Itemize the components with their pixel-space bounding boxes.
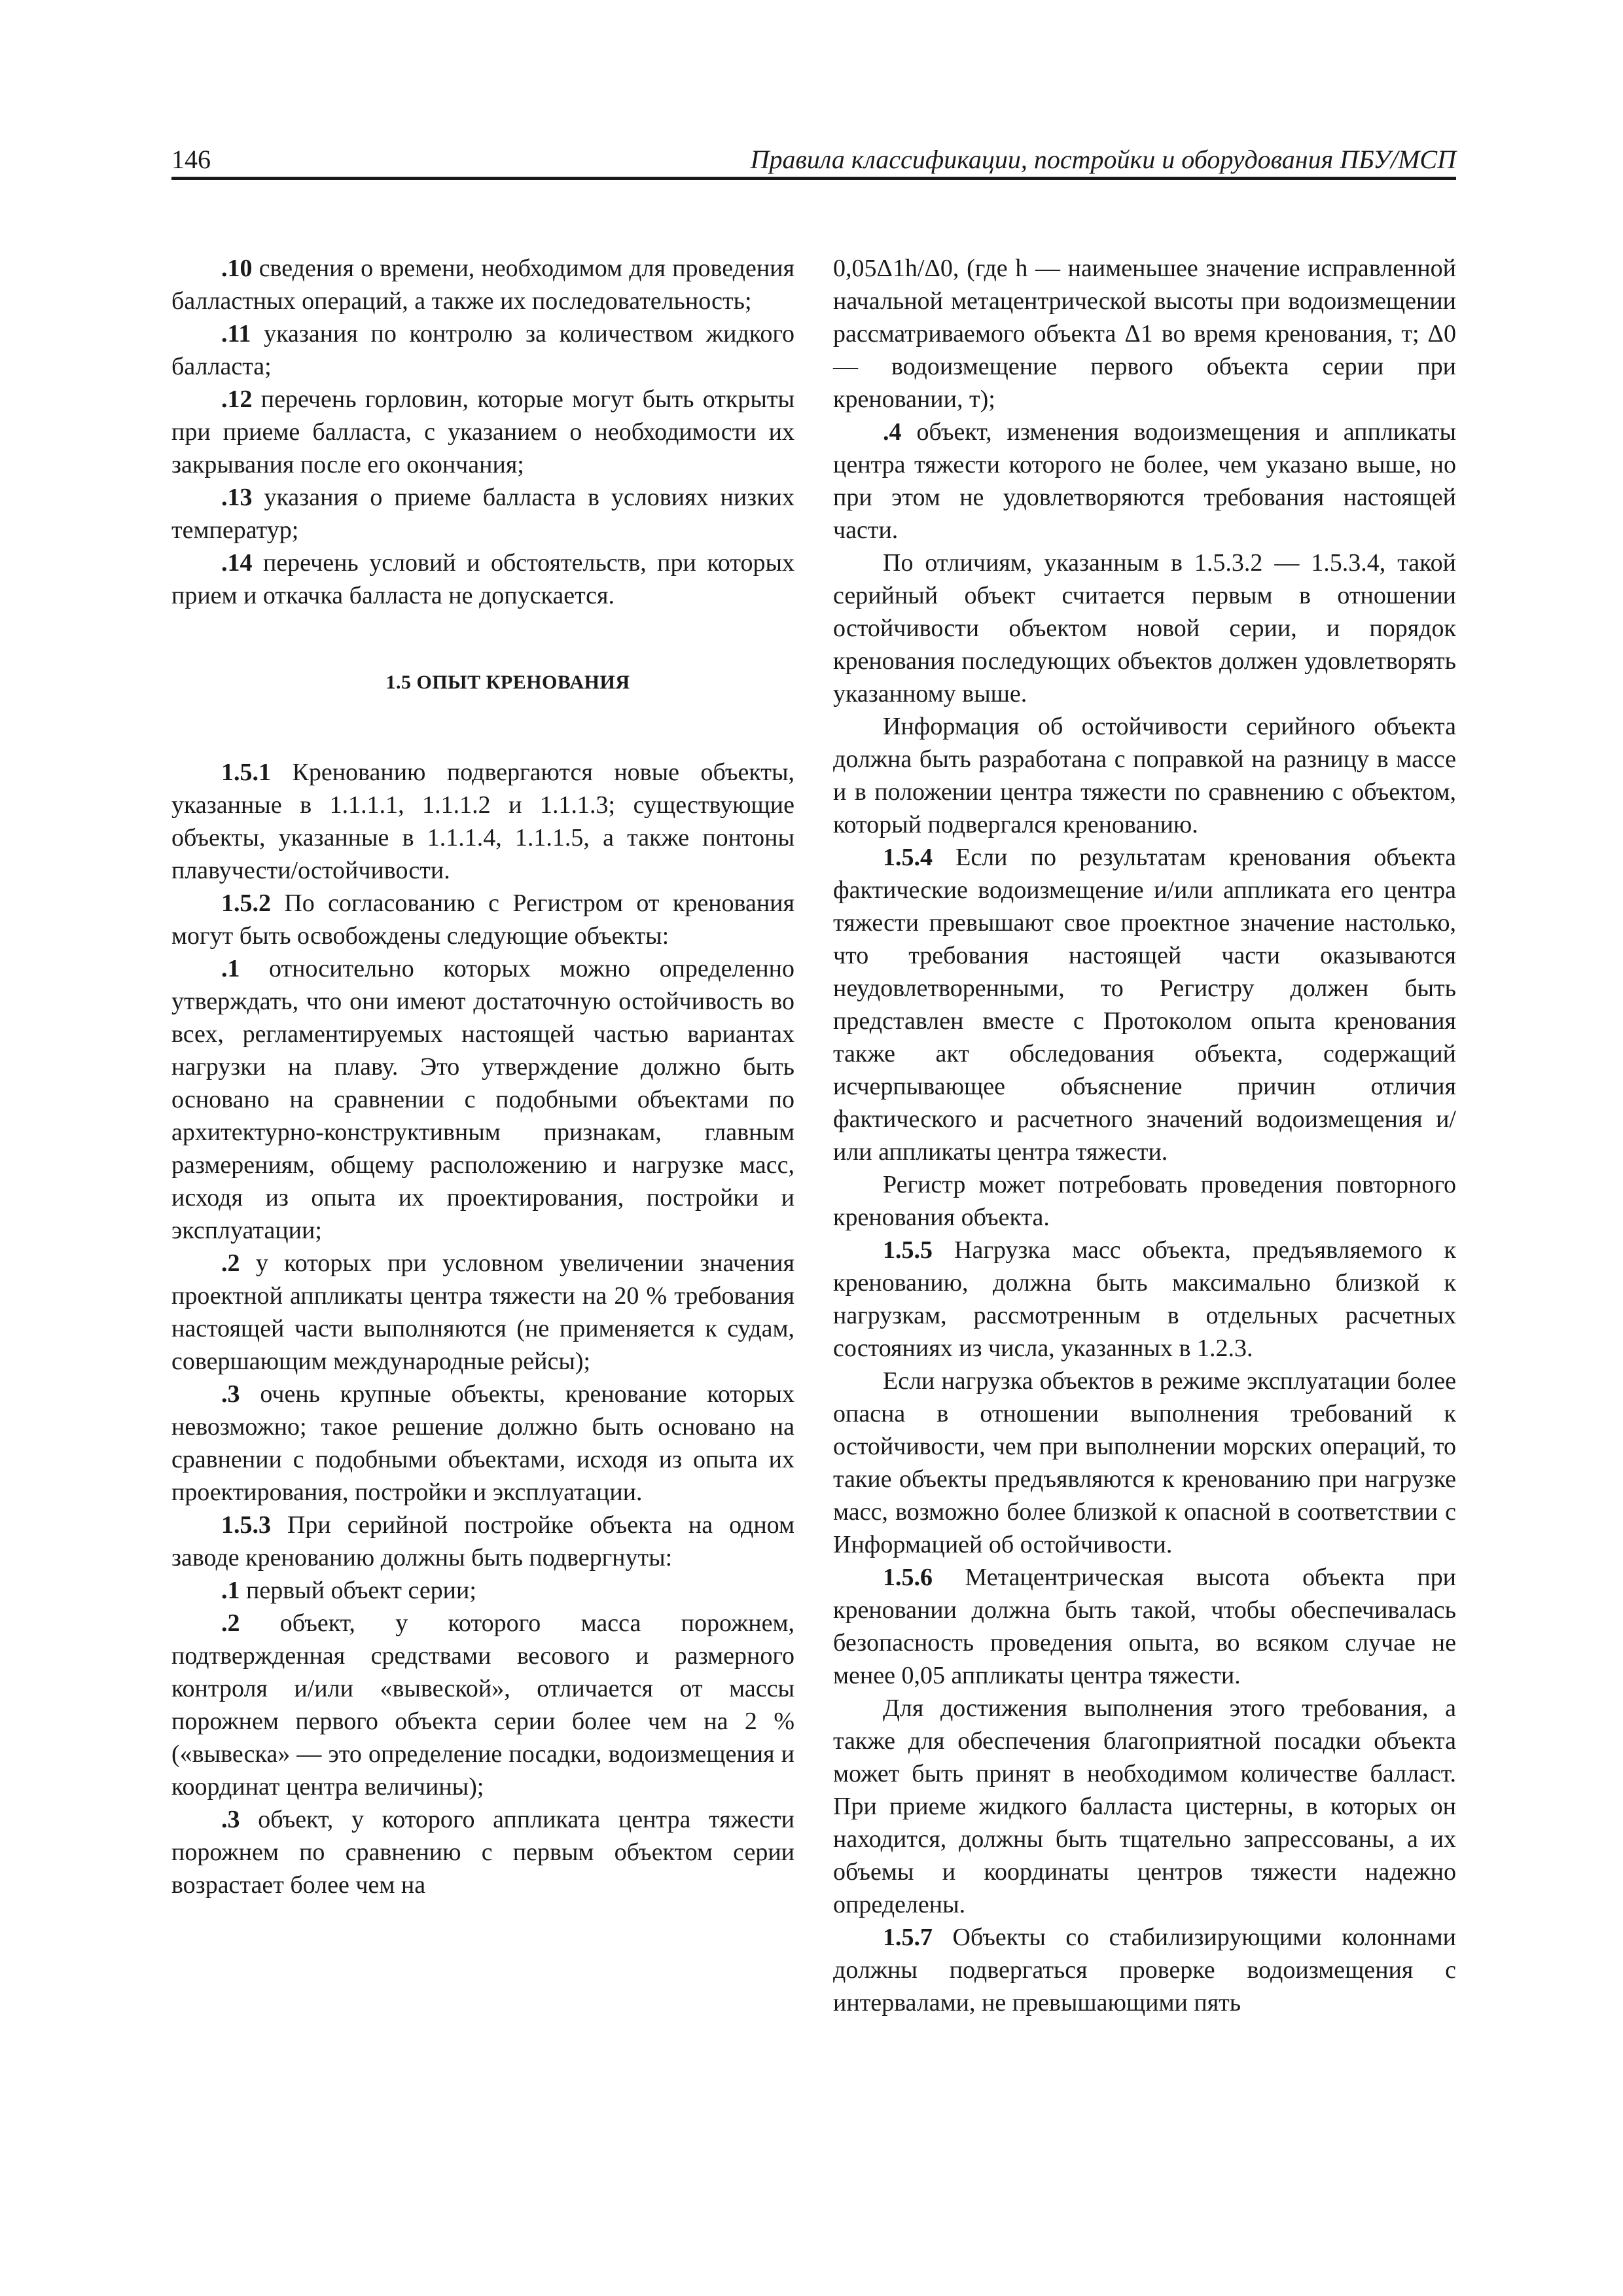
clause-number: .13 (221, 484, 253, 511)
paragraph-text: сведения о времени, необходимом для проведения балластных операций, а также их последовательность; (171, 255, 794, 315)
paragraph (171, 756, 794, 887)
clause-number: .10 (221, 255, 253, 282)
left-top-items (171, 252, 794, 612)
paragraph (171, 887, 794, 952)
clause-number: 1.5.3 (221, 1511, 271, 1539)
paragraph-text: Метацентрическая высота объекта при креновании должна быть такой, чтобы обеспечивалась безопасность проведения опыта, во всяком случае не менее 0,05 аппликаты центра тяжести. (833, 1564, 1456, 1689)
paragraph-text: относительно которых можно определенно утверждать, что они имеют достаточную остойчивость во всех, регламентируемых настоящей частью вариантах нагрузки на плаву. Это утверждение должно быть основано на сравнении с подобными объектами по архитектурно-конструктивным признакам, главным размерениям, общему расположению и нагрузке масс, исходя из опыта их проектирования, постройки и эксплуатации; (171, 955, 794, 1244)
paragraph (171, 383, 794, 481)
clause-number: 1.5.6 (883, 1564, 933, 1591)
paragraph (171, 1509, 794, 1574)
paragraph (833, 841, 1456, 1168)
clause-number: 1.5.1 (221, 759, 271, 786)
clause-number: 1.5.7 (883, 1924, 933, 1951)
paragraph-text: Объекты со стабилизирующими колоннами должны подвергаться проверке водоизмещения с интервалами, не превышающими пять (833, 1924, 1456, 2017)
clause-number: .1 (221, 955, 240, 982)
paragraph (833, 1561, 1456, 1692)
right-paragraphs (833, 252, 1456, 2019)
clause-number: .11 (221, 320, 251, 348)
paragraph (171, 317, 794, 383)
header-rule (171, 177, 1456, 180)
paragraph (833, 1692, 1456, 1921)
clause-number: 1.5.2 (221, 889, 271, 917)
paragraph-text: Кренованию подвергаются новые объекты, указанные в 1.1.1.1, 1.1.1.2 и 1.1.1.3; существующие объекты, указанные в 1.1.1.4, 1.1.1.5, а также понтоны плавучести/остойчивости. (171, 759, 794, 884)
running-title: Правила классификации, постройки и оборудования ПБУ/МСП (750, 145, 1456, 174)
paragraph (833, 1168, 1456, 1234)
paragraph (833, 1921, 1456, 2019)
clause-number: 1.5.5 (883, 1236, 933, 1264)
clause-number: .14 (221, 549, 253, 577)
clause-number: .2 (221, 1249, 240, 1277)
paragraph (171, 1247, 794, 1378)
paragraph-text: у которых при условном увеличении значения проектной аппликаты центра тяжести на 20 % требования настоящей части выполняются (не применяется к судам, совершающим международные рейсы); (171, 1249, 794, 1375)
paragraph (171, 1574, 794, 1607)
paragraph-text: По отличиям, указанным в 1.5.3.2 — 1.5.3.4, такой серийный объект считается первым в отношении остойчивости объектом новой серии, и порядок кренования последующих объектов должен удовлетворять указанному выше. (833, 549, 1456, 708)
paragraph-text: указания о приеме балласта в условиях низких температур; (171, 484, 794, 544)
paragraph-text: При серийной постройке объекта на одном заводе кренованию должны быть подвергнуты: (171, 1511, 794, 1571)
paragraph (833, 252, 1456, 416)
paragraph-text: объект, у которого аппликата центра тяжести порожнем по сравнению с первым объектом серии возрастает более чем на (171, 1806, 794, 1899)
paragraph-text: Информация об остойчивости серийного объекта должна быть разработана с поправкой на разницу в массе и в положении центра тяжести по сравнению с объектом, который подвергался кренованию. (833, 713, 1456, 838)
paragraph-text: Нагрузка масс объекта, предъявляемого к кренованию, должна быть максимально близкой к нагрузкам, рассмотренным в отдельных расчетных состояниях из числа, указанных в 1.2.3. (833, 1236, 1456, 1362)
paragraph-text: указания по контролю за количеством жидкого балласта; (171, 320, 794, 380)
paragraph (171, 1607, 794, 1803)
paragraph (171, 252, 794, 317)
paragraph (171, 1378, 794, 1509)
paragraph (171, 952, 794, 1247)
right-column (833, 252, 1456, 2019)
paragraph-text: Если нагрузка объектов в режиме эксплуатации более опасна в отношении выполнения требований к остойчивости, чем при выполнении морских операций, то такие объекты предъявляются к кренованию при нагрузке масс, возможно более близкой к опасной в соответствии с Информацией об остойчивости. (833, 1367, 1456, 1558)
paragraph-text: перечень горловин, которые могут быть открыты при приеме балласта, с указанием о необходимости их закрывания после его окончания; (171, 386, 794, 478)
paragraph (171, 547, 794, 612)
left-paragraphs (171, 756, 794, 1901)
paragraph (833, 547, 1456, 710)
clause-number: .4 (883, 418, 902, 446)
paragraph-text: перечень условий и обстоятельств, при которых прием и откачка балласта не допускается. (171, 549, 794, 609)
paragraph-text: объект, у которого масса порожнем, подтвержденная средствами весового и размерного контроля и/или «вывеской», отличается от массы порожнем первого объекта серии более чем на 2 % («вывеска» — это определение посадки, водоизмещения и координат центра величины); (171, 1609, 794, 1801)
paragraph (171, 1803, 794, 1901)
left-column (171, 252, 794, 1901)
paragraph-text: По согласованию с Регистром от кренования могут быть освобождены следующие объекты: (171, 889, 794, 950)
paragraph (833, 1234, 1456, 1365)
paragraph (171, 481, 794, 547)
paragraph-text: Для достижения выполнения этого требования, а также для обеспечения благоприятной посадки объекта может быть принят в необходимом количестве балласт. При приеме жидкого балласта цистерны, в которых он находится, должны быть тщательно запрессованы, а их объемы и координаты центров тяжести надежно определены. (833, 1695, 1456, 1918)
clause-number: .3 (221, 1380, 240, 1408)
paragraph-text: 0,05Δ1h/Δ0, (где h — наименьшее значение исправленной начальной метацентрической высоты при водоизмещении рассматриваемого объекта Δ1 во время кренования, т; Δ0 — водоизмещение первого объекта серии при креновании, т); (833, 255, 1456, 413)
clause-number: .3 (221, 1806, 240, 1833)
clause-number: 1.5.4 (883, 844, 933, 871)
paragraph-text: очень крупные объекты, кренование которых невозможно; такое решение должно быть основано на сравнении с подобными объектами, исходя из опыта их проектирования, постройки и эксплуатации. (171, 1380, 794, 1506)
paragraph-text: Регистр может потребовать проведения повторного кренования объекта. (833, 1171, 1456, 1231)
paragraph (833, 416, 1456, 547)
paragraph-text: объект, изменения водоизмещения и аппликаты центра тяжести которого не более, чем указано выше, но при этом не удовлетворяются требования настоящей части. (833, 418, 1456, 544)
clause-number: .2 (221, 1609, 240, 1637)
clause-number: .12 (221, 386, 253, 413)
paragraph (833, 710, 1456, 841)
paragraph (833, 1365, 1456, 1561)
page-header (171, 140, 1456, 179)
section-title: 1.5 ОПЫТ КРЕНОВАНИЯ (385, 672, 630, 693)
paragraph-text: Если по результатам кренования объекта фактические водоизмещение и/или аппликата его центра тяжести превышают свое проектное значение настолько, что требования настоящей части оказываются неудовлетворенными, то Регистру должен быть представлен вместе с Протоколом опыта кренования также акт обследования объекта, содержащий исчерпывающее объяснение причин отличия фактического и расчетного значений водоизмещения и/или аппликаты центра тяжести. (833, 844, 1456, 1166)
page-number: 146 (171, 145, 211, 174)
clause-number: .1 (221, 1577, 240, 1604)
paragraph-text: первый объект серии; (240, 1577, 476, 1604)
